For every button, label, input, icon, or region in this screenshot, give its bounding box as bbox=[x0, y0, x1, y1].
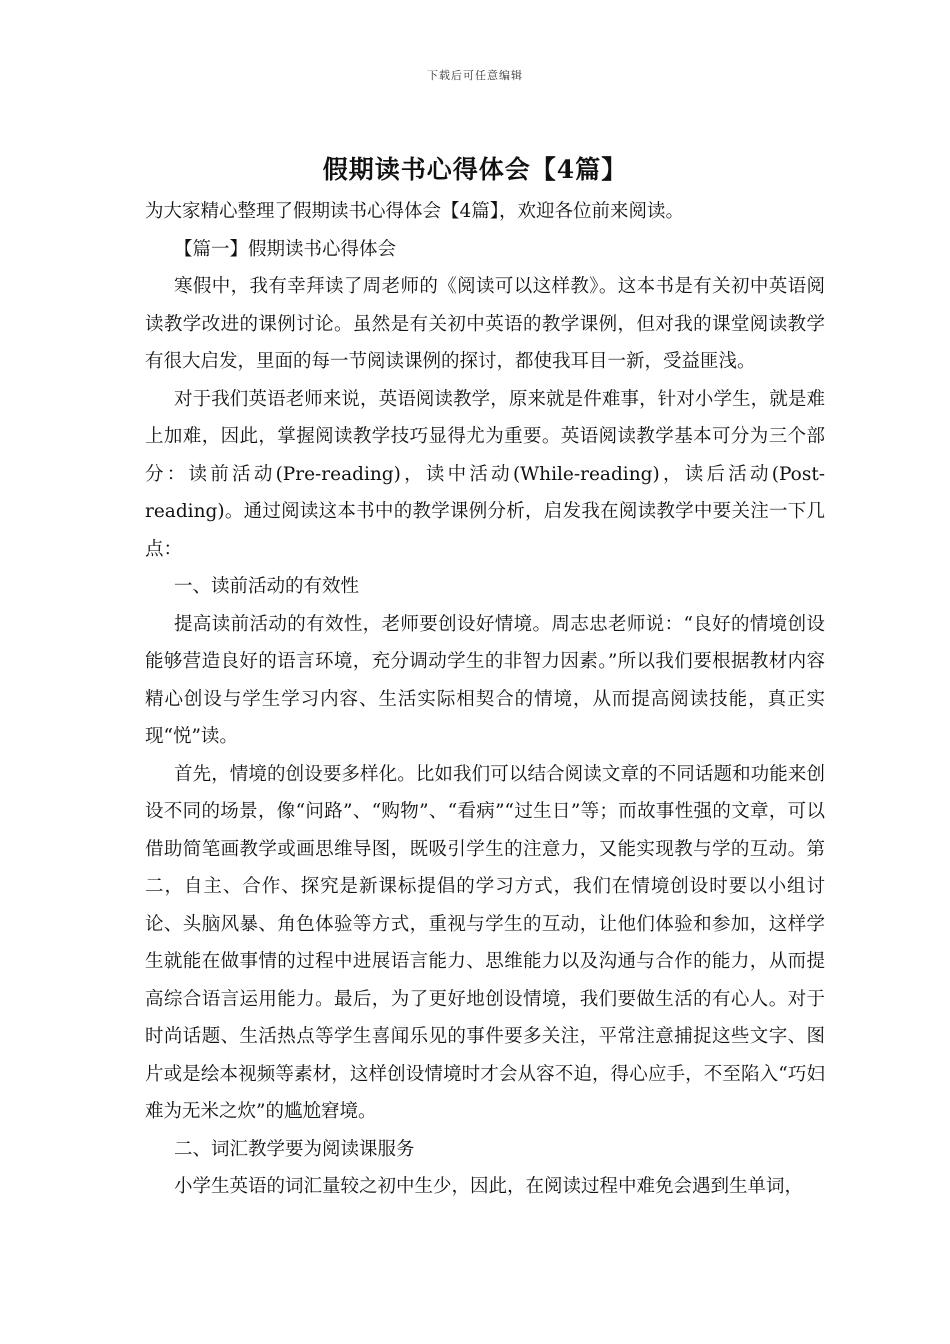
intro-paragraph: 为大家精心整理了假期读书心得体会【4篇】，欢迎各位前来阅读。 bbox=[145, 201, 685, 222]
document-title: 假期读书心得体会【4篇】 bbox=[322, 155, 628, 184]
header-note: 下载后可任意编辑 bbox=[427, 69, 523, 82]
body-paragraph: 小学生英语的词汇量较之初中生少，因此，在阅读过程中难免会遇到生单词， bbox=[174, 1176, 804, 1197]
body-paragraph: 提高读前活动的有效性，老师要创设好情境。周志忠老师说：“良好的情境创设能够营造良好的语言环境，充分调动学生的非智力因素。”所以我们要根据教材内容精心创设与学生学习内容、生活实际相契合的情境，从而提高阅读技能，真正实现“悦”读。 bbox=[145, 613, 825, 747]
body-paragraph: 首先，情境的创设要多样化。比如我们可以结合阅读文章的不同话题和功能来创设不同的场景，像“问路”、“购物”、“看病”“过生日”等；而故事性强的文章，可以借助简笔画教学或画思维导图，既吸引学生的注意力，又能实现教与学的互动。第二，自主、合作、探究是新课标提倡的学习方式，我们在情境创设时要以小组讨论、头脑风暴、角色体验等方式，重视与学生的互动，让他们体验和参加，这样学生就能在做事情的过程中进展语言能力、思维能力以及沟通与合作的能力，从而提高综合语言运用能力。最后，为了更好地创设情境，我们要做生活的有心人。对于时尚话题、生活热点等学生喜闻乐见的事件要多关注，平常注意捕捉这些文字、图片或是绘本视频等素材，这样创设情境时才会从容不迫，得心应手，不至陷入“巧妇难为无米之炊”的尴尬窘境。 bbox=[145, 763, 825, 1122]
section-heading: 【篇一】假期读书心得体会 bbox=[174, 238, 397, 260]
subheading: 一、读前活动的有效性 bbox=[174, 576, 360, 597]
subheading: 二、词汇教学要为阅读课服务 bbox=[174, 1138, 415, 1160]
body-paragraph: 对于我们英语老师来说，英语阅读教学，原来就是件难事，针对小学生，就是难上加难，因此，掌握阅读教学技巧显得尤为重要。英语阅读教学基本可分为三个部分：读前活动(Pre-reading)，读中活动(While-reading)，读后活动(Post-reading)。通过阅读这本书中的教学课例分析，启发我在阅读教学中要关注一下几点： bbox=[145, 388, 825, 560]
document-body bbox=[145, 193, 825, 1206]
body-paragraph: 寒假中，我有幸拜读了周老师的《阅读可以这样教》。这本书是有关初中英语阅读教学改进的课例讨论。虽然是有关初中英语的教学课例，但对我的课堂阅读教学有很大启发，里面的每一节阅读课例的探讨，都使我耳目一新，受益匪浅。 bbox=[145, 276, 825, 372]
